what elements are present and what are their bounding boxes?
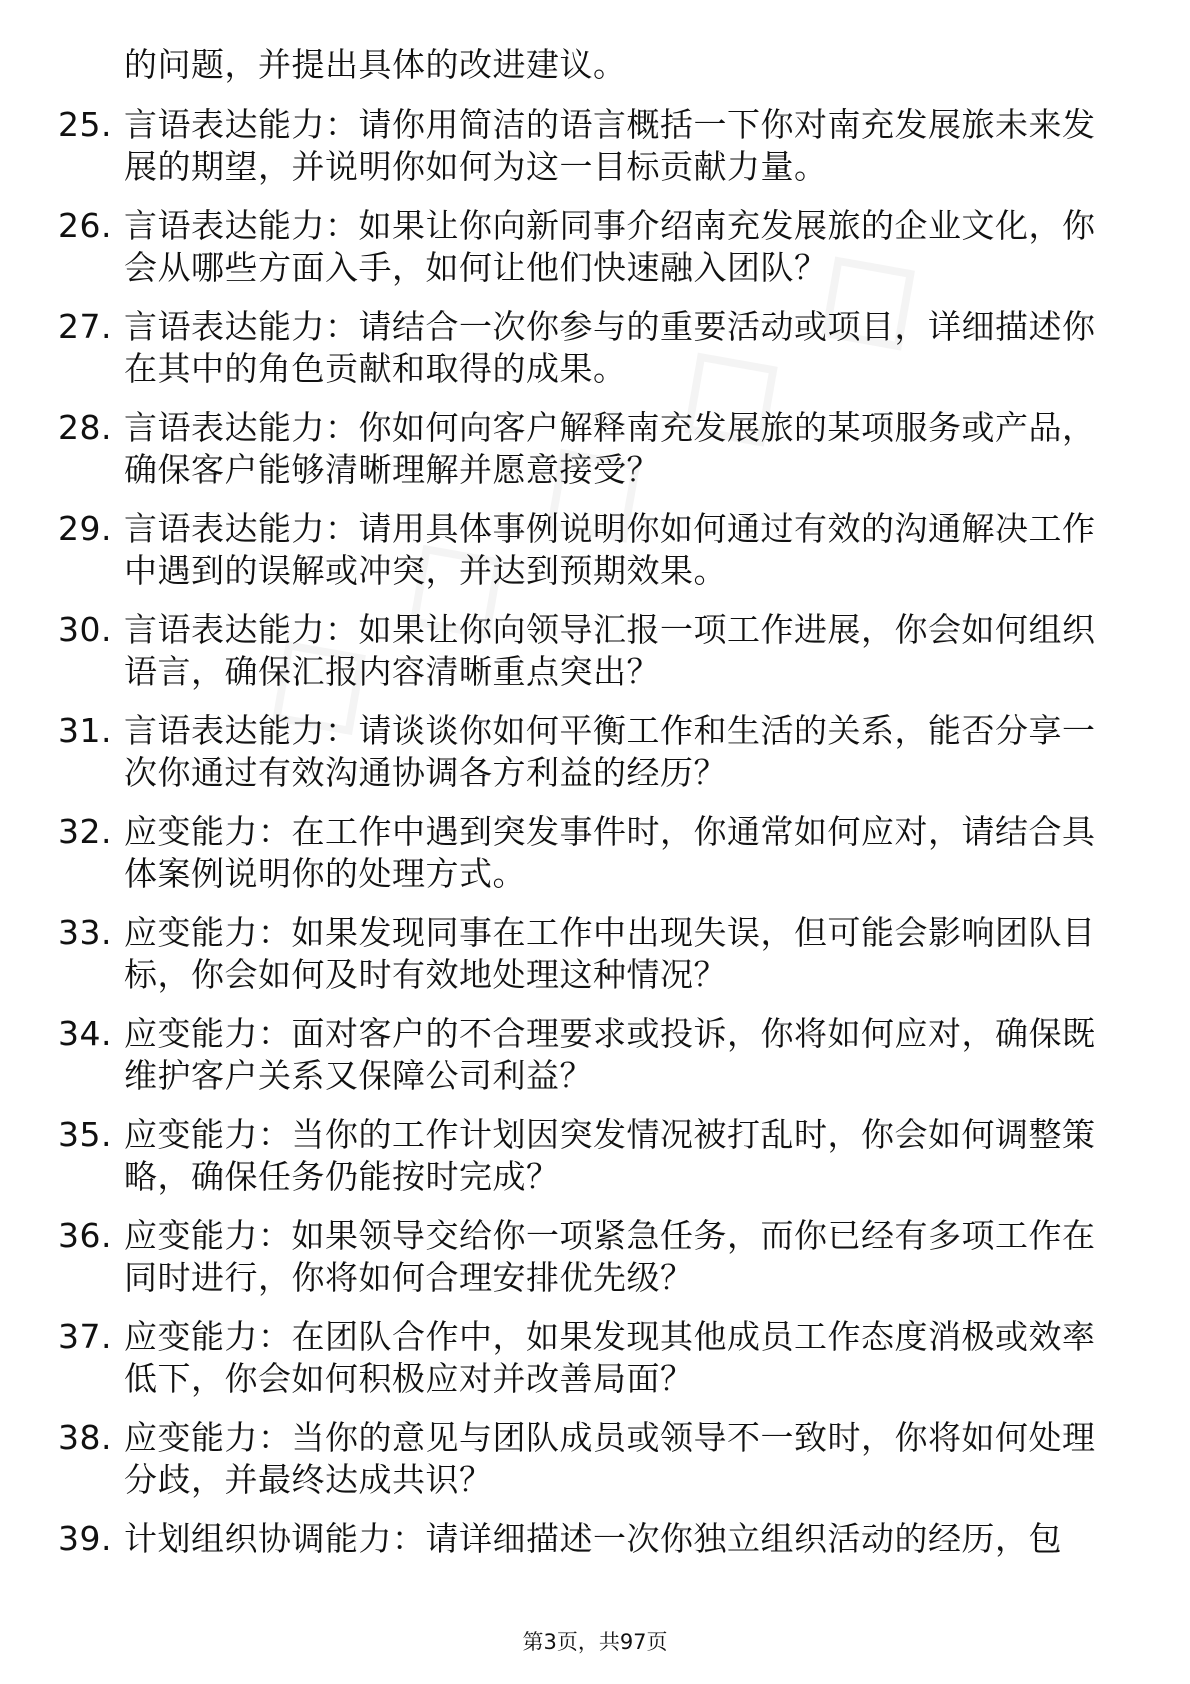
list-item (58, 1215, 1118, 1299)
page-footer: 第3页，共97页 (522, 1630, 668, 1654)
item-number: 34. (58, 1014, 112, 1053)
list-item (58, 1114, 1118, 1198)
list-item (58, 205, 1118, 289)
item-text: 应变能力：当你的工作计划因突发情况被打乱时，你会如何调整策略，确保任务仍能按时完成？ (124, 1115, 1096, 1196)
item-text: 言语表达能力：如果让你向领导汇报一项工作进展，你会如何组织语言，确保汇报内容清晰重点突出？ (124, 610, 1096, 691)
list-item (58, 811, 1118, 895)
list-item (58, 104, 1118, 188)
item-text: 应变能力：在工作中遇到突发事件时，你通常如何应对，请结合具体案例说明你的处理方式。 (124, 812, 1096, 893)
item-number: 37. (58, 1317, 112, 1356)
list-item (58, 609, 1118, 693)
item-text: 言语表达能力：请谈谈你如何平衡工作和生活的关系，能否分享一次你通过有效沟通协调各方利益的经历？ (124, 711, 1096, 792)
item-number: 28. (58, 408, 112, 447)
item-number: 32. (58, 812, 112, 851)
item-number: 25. (58, 105, 112, 144)
list-item (58, 1417, 1118, 1501)
item-text: 应变能力：当你的意见与团队成员或领导不一致时，你将如何处理分歧，并最终达成共识？ (124, 1418, 1096, 1499)
list-item (58, 1518, 1118, 1560)
list-item (58, 306, 1118, 390)
item-text: 言语表达能力：如果让你向新同事介绍南充发展旅的企业文化，你会从哪些方面入手，如何让他们快速融入团队？ (124, 206, 1096, 287)
item-text: 应变能力：在团队合作中，如果发现其他成员工作态度消极或效率低下，你会如何积极应对并改善局面？ (124, 1317, 1096, 1398)
item-number: 38. (58, 1418, 112, 1457)
continuation-text: 的问题，并提出具体的改进建议。 (124, 45, 627, 84)
list-item (58, 1013, 1118, 1097)
item-number: 27. (58, 307, 112, 346)
list-item (58, 710, 1118, 794)
item-text: 言语表达能力：请用具体事例说明你如何通过有效的沟通解决工作中遇到的误解或冲突，并达到预期效果。 (124, 509, 1096, 590)
item-number: 33. (58, 913, 112, 952)
item-number: 31. (58, 711, 112, 750)
list-item (58, 508, 1118, 592)
item-number: 30. (58, 610, 112, 649)
question-list (58, 44, 1118, 1577)
list-item (58, 407, 1118, 491)
list-item (58, 912, 1118, 996)
item-text: 言语表达能力：请结合一次你参与的重要活动或项目，详细描述你在其中的角色贡献和取得的成果。 (124, 307, 1096, 388)
item-number: 26. (58, 206, 112, 245)
item-number: 29. (58, 509, 112, 548)
item-number: 39. (58, 1519, 112, 1558)
item-text: 应变能力：面对客户的不合理要求或投诉，你将如何应对，确保既维护客户关系又保障公司利益？ (124, 1014, 1096, 1095)
item-text: 言语表达能力：你如何向客户解释南充发展旅的某项服务或产品，确保客户能够清晰理解并愿意接受？ (124, 408, 1096, 489)
item-text: 计划组织协调能力：请详细描述一次你独立组织活动的经历，包 (124, 1519, 1062, 1558)
item-text: 应变能力：如果发现同事在工作中出现失误，但可能会影响团队目标，你会如何及时有效地处理这种情况？ (124, 913, 1096, 994)
item-text: 应变能力：如果领导交给你一项紧急任务，而你已经有多项工作在同时进行，你将如何合理安排优先级？ (124, 1216, 1096, 1297)
item-number: 35. (58, 1115, 112, 1154)
item-text: 言语表达能力：请你用简洁的语言概括一下你对南充发展旅未来发展的期望，并说明你如何为这一目标贡献力量。 (124, 105, 1096, 186)
list-item (58, 1316, 1118, 1400)
item-number: 36. (58, 1216, 112, 1255)
